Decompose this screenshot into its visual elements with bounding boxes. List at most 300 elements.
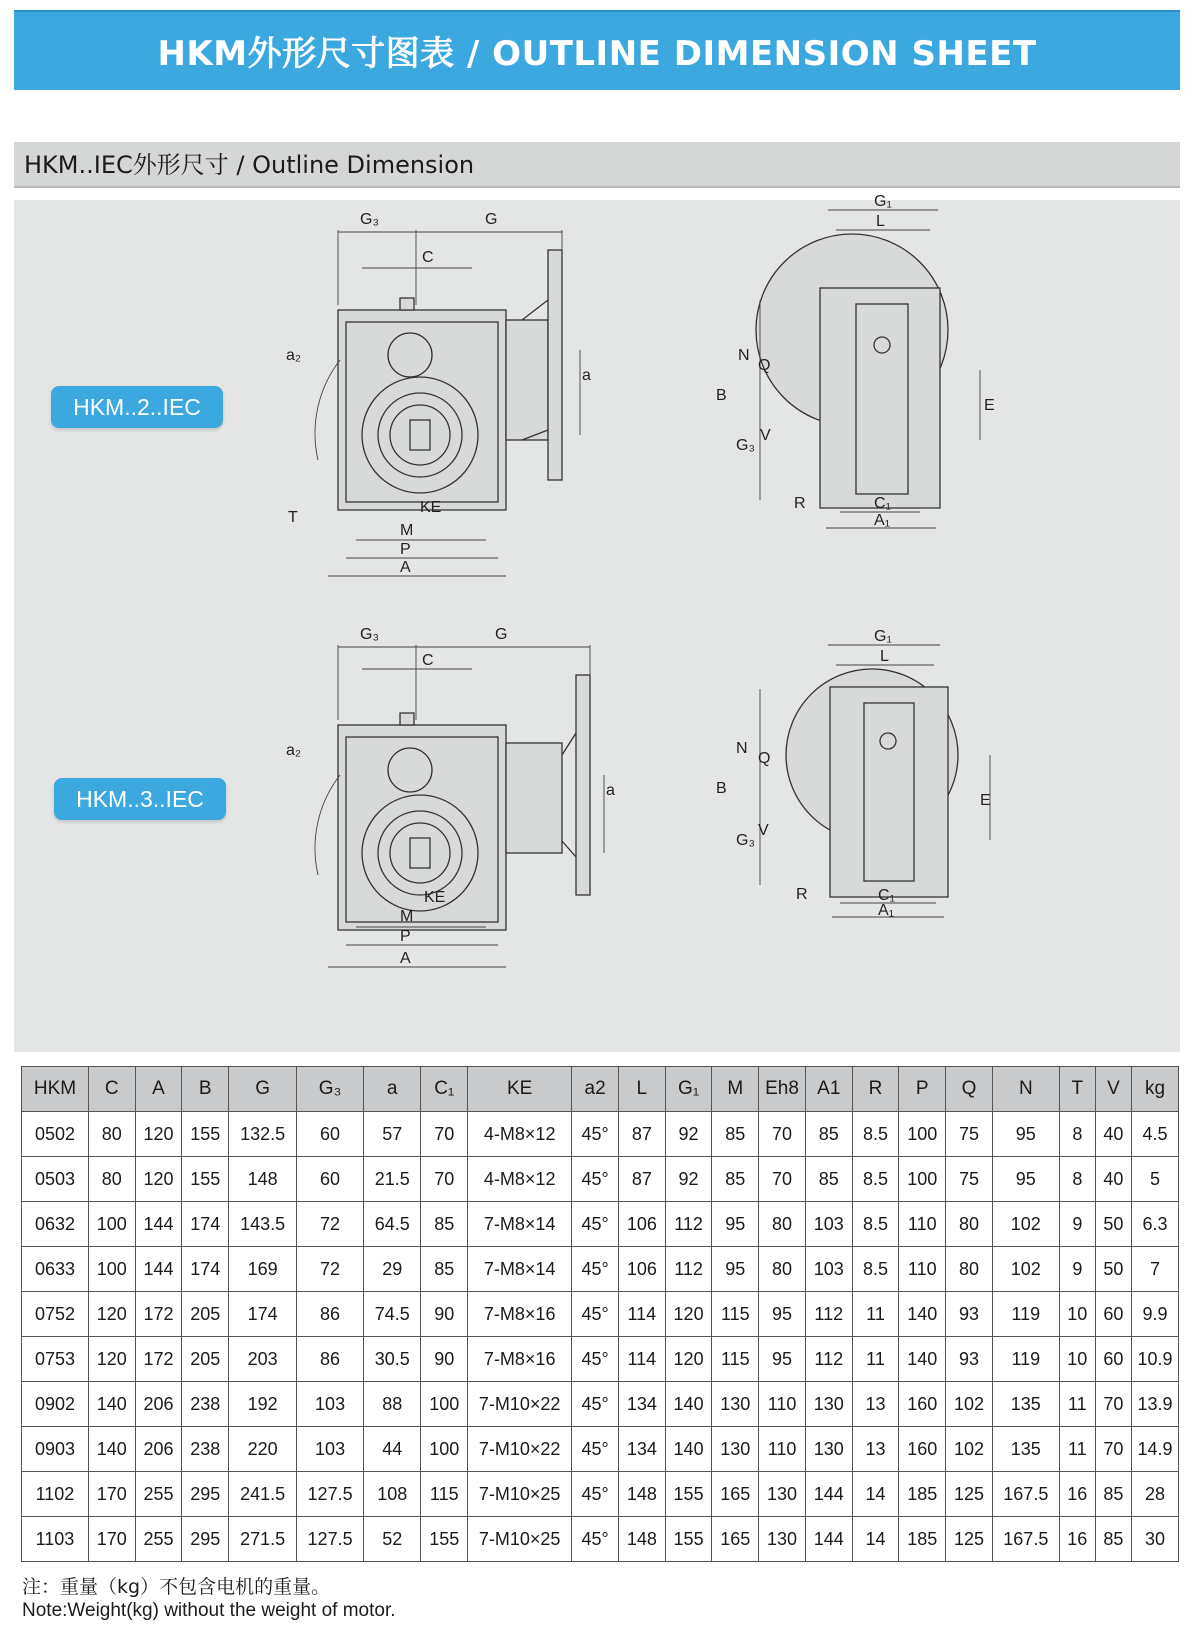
front-view-drawing-2 <box>280 625 640 1025</box>
table-cell: 70 <box>1095 1382 1131 1427</box>
table-cell: 132.5 <box>229 1112 297 1157</box>
table-cell: 119 <box>992 1337 1059 1382</box>
table-cell: 4-M8×12 <box>468 1112 572 1157</box>
table-cell: 155 <box>665 1517 712 1562</box>
table-cell: 29 <box>364 1247 421 1292</box>
dim-label-q: Q <box>758 750 771 767</box>
table-cell: 7-M8×16 <box>468 1337 572 1382</box>
table-cell: 295 <box>182 1517 229 1562</box>
table-cell: 203 <box>229 1337 297 1382</box>
table-cell: 0502 <box>22 1112 89 1157</box>
table-cell: 127.5 <box>297 1517 364 1562</box>
dim-label-g: G <box>495 626 508 643</box>
table-cell: 148 <box>229 1157 297 1202</box>
column-header: N <box>992 1067 1059 1112</box>
column-header: P <box>899 1067 946 1112</box>
table-cell: 45° <box>572 1112 619 1157</box>
table-cell: 185 <box>899 1517 946 1562</box>
side-view-drawing-1 <box>716 193 1040 560</box>
table-cell: 130 <box>759 1472 806 1517</box>
table-cell: 72 <box>297 1247 364 1292</box>
table-cell: 90 <box>421 1292 468 1337</box>
table-cell: 110 <box>899 1202 946 1247</box>
table-cell: 135 <box>992 1427 1059 1472</box>
dim-label-n: N <box>736 740 748 757</box>
table-cell: 60 <box>1095 1292 1131 1337</box>
table-cell: 7-M8×14 <box>468 1202 572 1247</box>
table-cell: 11 <box>1059 1382 1095 1427</box>
table-cell: 13 <box>852 1427 899 1472</box>
output-flange <box>362 795 478 911</box>
table-cell: 167.5 <box>992 1517 1059 1562</box>
column-header: kg <box>1131 1067 1178 1112</box>
dim-label-n: N <box>738 347 750 364</box>
column-header: G <box>229 1067 297 1112</box>
table-cell: 271.5 <box>229 1517 297 1562</box>
table-cell: 140 <box>88 1382 135 1427</box>
table-cell: 14.9 <box>1131 1427 1178 1472</box>
table-cell: 192 <box>229 1382 297 1427</box>
table-cell: 45° <box>572 1337 619 1382</box>
table-cell: 155 <box>665 1472 712 1517</box>
table-cell: 7-M10×25 <box>468 1472 572 1517</box>
table-header-row <box>22 1067 1179 1112</box>
table-cell: 0633 <box>22 1247 89 1292</box>
table-cell: 10.9 <box>1131 1337 1178 1382</box>
table-cell: 1102 <box>22 1472 89 1517</box>
table-cell: 115 <box>712 1337 759 1382</box>
note-english: Note:Weight(kg) without the weight of motor. <box>22 1600 396 1621</box>
table-cell: 174 <box>182 1202 229 1247</box>
column-header: a2 <box>572 1067 619 1112</box>
motor-adapter <box>506 320 548 440</box>
table-cell: 60 <box>297 1112 364 1157</box>
table-cell: 45° <box>572 1292 619 1337</box>
motor-adapter <box>506 743 562 853</box>
dim-label-c: C <box>422 249 434 266</box>
table-cell: 90 <box>421 1337 468 1382</box>
table-cell: 8.5 <box>852 1247 899 1292</box>
dim-label-a2: a₂ <box>286 347 302 364</box>
table-cell: 16 <box>1059 1517 1095 1562</box>
dim-label-a: a <box>606 782 615 799</box>
table-cell: 112 <box>805 1337 852 1382</box>
side-view-drawing-2 <box>716 628 1040 965</box>
table-cell: 103 <box>805 1247 852 1292</box>
table-row <box>22 1427 1179 1472</box>
table-row <box>22 1382 1179 1427</box>
table-cell: 119 <box>992 1292 1059 1337</box>
table-cell: 174 <box>182 1247 229 1292</box>
table-cell: 241.5 <box>229 1472 297 1517</box>
table-cell: 130 <box>805 1427 852 1472</box>
column-header: Eh8 <box>759 1067 806 1112</box>
table-cell: 205 <box>182 1292 229 1337</box>
table-cell: 7-M8×16 <box>468 1292 572 1337</box>
column-header: A <box>135 1067 182 1112</box>
dim-label-q: Q <box>758 357 771 374</box>
table-cell: 8.5 <box>852 1112 899 1157</box>
table-cell: 140 <box>665 1382 712 1427</box>
table-cell: 1103 <box>22 1517 89 1562</box>
table-cell: 127.5 <box>297 1472 364 1517</box>
table-cell: 85 <box>1095 1517 1131 1562</box>
table-cell: 72 <box>297 1202 364 1247</box>
table-row <box>22 1157 1179 1202</box>
front-view-drawing-1 <box>280 210 640 610</box>
table-cell: 85 <box>421 1247 468 1292</box>
table-cell: 114 <box>618 1292 665 1337</box>
table-cell: 120 <box>665 1292 712 1337</box>
table-cell: 165 <box>712 1472 759 1517</box>
table-cell: 80 <box>759 1202 806 1247</box>
table-cell: 93 <box>946 1337 993 1382</box>
table-cell: 130 <box>712 1427 759 1472</box>
page-title: HKM外形尺寸图表 / OUTLINE DIMENSION SHEET <box>157 33 1037 74</box>
section-title: HKM..IEC外形尺寸 / Outline Dimension <box>14 142 1180 188</box>
table-cell: 92 <box>665 1157 712 1202</box>
table-cell: 172 <box>135 1292 182 1337</box>
input-bore <box>388 748 432 792</box>
table-cell: 174 <box>229 1292 297 1337</box>
table-cell: 45° <box>572 1427 619 1472</box>
column-header: T <box>1059 1067 1095 1112</box>
table-cell: 80 <box>88 1112 135 1157</box>
table-cell: 112 <box>805 1292 852 1337</box>
table-cell: 102 <box>992 1247 1059 1292</box>
table-cell: 220 <box>229 1427 297 1472</box>
table-cell: 110 <box>899 1247 946 1292</box>
table-cell: 85 <box>1095 1472 1131 1517</box>
table-cell: 85 <box>712 1112 759 1157</box>
table-cell: 4.5 <box>1131 1112 1178 1157</box>
table-cell: 10 <box>1059 1292 1095 1337</box>
dim-label-ke: KE <box>420 499 442 516</box>
table-cell: 7-M8×14 <box>468 1247 572 1292</box>
dim-label-e: E <box>980 792 991 809</box>
table-cell: 10 <box>1059 1337 1095 1382</box>
table-cell: 9 <box>1059 1202 1095 1247</box>
model-badge-hkm-2-iec: HKM..2..IEC <box>51 386 223 428</box>
side-body <box>820 288 940 508</box>
note-chinese: 注：重量（kg）不包含电机的重量。 <box>22 1576 331 1598</box>
table-cell: 75 <box>946 1157 993 1202</box>
dim-label-g3-side: G₃ <box>736 832 755 849</box>
table-cell: 130 <box>759 1517 806 1562</box>
table-cell: 206 <box>135 1427 182 1472</box>
column-header: a <box>364 1067 421 1112</box>
dim-label-l: L <box>876 213 885 230</box>
column-header: Q <box>946 1067 993 1112</box>
table-cell: 155 <box>421 1517 468 1562</box>
table-cell: 170 <box>88 1517 135 1562</box>
dim-label-a1: A₁ <box>878 902 895 919</box>
motor-flange <box>548 250 562 480</box>
table-cell: 40 <box>1095 1112 1131 1157</box>
table-cell: 80 <box>88 1157 135 1202</box>
table-cell: 110 <box>759 1382 806 1427</box>
dim-label-g1: G₁ <box>874 193 892 210</box>
table-cell: 185 <box>899 1472 946 1517</box>
table-cell: 5 <box>1131 1157 1178 1202</box>
table-cell: 134 <box>618 1427 665 1472</box>
table-cell: 44 <box>364 1427 421 1472</box>
table-cell: 140 <box>88 1427 135 1472</box>
model-badge-hkm-3-iec: HKM..3..IEC <box>54 778 226 820</box>
table-cell: 0903 <box>22 1427 89 1472</box>
table-cell: 95 <box>759 1337 806 1382</box>
table-cell: 135 <box>992 1382 1059 1427</box>
table-cell: 140 <box>899 1292 946 1337</box>
table-cell: 103 <box>297 1427 364 1472</box>
output-flange <box>362 377 478 493</box>
table-cell: 167.5 <box>992 1472 1059 1517</box>
table-cell: 100 <box>421 1427 468 1472</box>
table-cell: 13 <box>852 1382 899 1427</box>
table-cell: 120 <box>88 1292 135 1337</box>
table-cell: 144 <box>805 1517 852 1562</box>
table-cell: 112 <box>665 1202 712 1247</box>
table-cell: 134 <box>618 1382 665 1427</box>
table-cell: 7-M10×22 <box>468 1427 572 1472</box>
dim-label-r: R <box>794 495 806 512</box>
table-cell: 255 <box>135 1472 182 1517</box>
table-cell: 86 <box>297 1292 364 1337</box>
table-cell: 80 <box>759 1247 806 1292</box>
table-cell: 115 <box>421 1472 468 1517</box>
dim-label-c: C <box>422 652 434 669</box>
table-cell: 88 <box>364 1382 421 1427</box>
table-cell: 102 <box>946 1427 993 1472</box>
table-cell: 45° <box>572 1157 619 1202</box>
table-cell: 80 <box>946 1202 993 1247</box>
table-row <box>22 1472 1179 1517</box>
column-header: G₁ <box>665 1067 712 1112</box>
table-cell: 95 <box>759 1292 806 1337</box>
dimension-table <box>21 1066 1179 1562</box>
table-cell: 11 <box>852 1292 899 1337</box>
table-cell: 92 <box>665 1112 712 1157</box>
dim-label-b: B <box>716 780 727 797</box>
dim-label-b: B <box>716 387 727 404</box>
column-header: M <box>712 1067 759 1112</box>
motor-flange <box>576 675 590 895</box>
table-cell: 85 <box>805 1112 852 1157</box>
dim-label-t: T <box>288 509 298 526</box>
table-cell: 14 <box>852 1472 899 1517</box>
dim-label-v: V <box>758 822 769 839</box>
column-header: G₃ <box>297 1067 364 1112</box>
table-cell: 80 <box>946 1247 993 1292</box>
dim-label-r: R <box>796 886 808 903</box>
table-cell: 102 <box>992 1202 1059 1247</box>
table-cell: 60 <box>297 1157 364 1202</box>
table-cell: 45° <box>572 1382 619 1427</box>
table-cell: 169 <box>229 1247 297 1292</box>
table-cell: 106 <box>618 1247 665 1292</box>
table-cell: 45° <box>572 1472 619 1517</box>
table-row <box>22 1247 1179 1292</box>
dim-label-ke: KE <box>424 889 446 906</box>
dim-label-g3: G₃ <box>360 211 379 228</box>
table-cell: 0752 <box>22 1292 89 1337</box>
table-cell: 95 <box>992 1157 1059 1202</box>
dim-label-m: M <box>400 522 414 539</box>
column-header: B <box>182 1067 229 1112</box>
table-cell: 8 <box>1059 1157 1095 1202</box>
dim-label-p: P <box>400 928 411 945</box>
table-cell: 64.5 <box>364 1202 421 1247</box>
dim-label-a-width: A <box>400 559 411 576</box>
table-cell: 255 <box>135 1517 182 1562</box>
dim-label-g: G <box>485 211 498 228</box>
table-cell: 172 <box>135 1337 182 1382</box>
table-cell: 87 <box>618 1157 665 1202</box>
table-cell: 75 <box>946 1112 993 1157</box>
table-cell: 85 <box>805 1157 852 1202</box>
table-cell: 95 <box>712 1202 759 1247</box>
dim-label-a-width: A <box>400 950 411 967</box>
table-cell: 9.9 <box>1131 1292 1178 1337</box>
table-cell: 144 <box>805 1472 852 1517</box>
table-cell: 143.5 <box>229 1202 297 1247</box>
table-cell: 7-M10×22 <box>468 1382 572 1427</box>
table-cell: 165 <box>712 1517 759 1562</box>
table-cell: 100 <box>899 1112 946 1157</box>
table-cell: 115 <box>712 1292 759 1337</box>
table-cell: 100 <box>88 1247 135 1292</box>
table-row <box>22 1112 1179 1157</box>
table-cell: 85 <box>421 1202 468 1247</box>
input-bore <box>388 333 432 377</box>
column-header: KE <box>468 1067 572 1112</box>
column-header: HKM <box>22 1067 89 1112</box>
table-cell: 85 <box>712 1157 759 1202</box>
table-cell: 108 <box>364 1472 421 1517</box>
table-cell: 6.3 <box>1131 1202 1178 1247</box>
table-cell: 21.5 <box>364 1157 421 1202</box>
table-cell: 125 <box>946 1517 993 1562</box>
table-cell: 11 <box>1059 1427 1095 1472</box>
table-cell: 86 <box>297 1337 364 1382</box>
table-cell: 130 <box>805 1382 852 1427</box>
table-cell: 140 <box>899 1337 946 1382</box>
dim-label-c1: C₁ <box>874 495 891 512</box>
column-header: L <box>618 1067 665 1112</box>
table-cell: 100 <box>421 1382 468 1427</box>
side-body <box>830 687 948 897</box>
table-cell: 144 <box>135 1247 182 1292</box>
table-cell: 70 <box>759 1157 806 1202</box>
table-cell: 238 <box>182 1427 229 1472</box>
column-header: C <box>88 1067 135 1112</box>
table-cell: 70 <box>759 1112 806 1157</box>
column-header: C₁ <box>421 1067 468 1112</box>
table-cell: 28 <box>1131 1472 1178 1517</box>
dim-label-a2: a₂ <box>286 742 302 759</box>
dim-label-a1: A₁ <box>874 512 891 529</box>
dim-label-m: M <box>400 908 414 925</box>
table-cell: 100 <box>899 1157 946 1202</box>
table-cell: 14 <box>852 1517 899 1562</box>
column-header: V <box>1095 1067 1131 1112</box>
table-cell: 4-M8×12 <box>468 1157 572 1202</box>
table-cell: 60 <box>1095 1337 1131 1382</box>
table-cell: 11 <box>852 1337 899 1382</box>
column-header: R <box>852 1067 899 1112</box>
table-cell: 87 <box>618 1112 665 1157</box>
table-cell: 95 <box>712 1247 759 1292</box>
table-cell: 7-M10×25 <box>468 1517 572 1562</box>
table-cell: 45° <box>572 1202 619 1247</box>
table-cell: 160 <box>899 1382 946 1427</box>
table-cell: 148 <box>618 1517 665 1562</box>
table-cell: 125 <box>946 1472 993 1517</box>
table-cell: 155 <box>182 1112 229 1157</box>
table-cell: 112 <box>665 1247 712 1292</box>
table-cell: 102 <box>946 1382 993 1427</box>
table-cell: 70 <box>1095 1427 1131 1472</box>
table-cell: 160 <box>899 1427 946 1472</box>
table-cell: 50 <box>1095 1247 1131 1292</box>
dim-label-g1: G₁ <box>874 628 892 645</box>
table-cell: 295 <box>182 1472 229 1517</box>
table-cell: 120 <box>88 1337 135 1382</box>
table-cell: 95 <box>992 1112 1059 1157</box>
table-cell: 16 <box>1059 1472 1095 1517</box>
table-cell: 7 <box>1131 1247 1178 1292</box>
table-cell: 114 <box>618 1337 665 1382</box>
table-cell: 9 <box>1059 1247 1095 1292</box>
table-cell: 155 <box>182 1157 229 1202</box>
table-cell: 238 <box>182 1382 229 1427</box>
dim-label-v: V <box>760 427 771 444</box>
table-cell: 8.5 <box>852 1157 899 1202</box>
table-cell: 205 <box>182 1337 229 1382</box>
table-cell: 106 <box>618 1202 665 1247</box>
table-cell: 50 <box>1095 1202 1131 1247</box>
table-cell: 0632 <box>22 1202 89 1247</box>
table-cell: 103 <box>805 1202 852 1247</box>
table-cell: 206 <box>135 1382 182 1427</box>
table-cell: 93 <box>946 1292 993 1337</box>
table-cell: 0753 <box>22 1337 89 1382</box>
page-title-banner <box>14 10 1180 90</box>
table-cell: 0503 <box>22 1157 89 1202</box>
table-cell: 45° <box>572 1517 619 1562</box>
table-cell: 30 <box>1131 1517 1178 1562</box>
dim-label-e: E <box>984 397 995 414</box>
table-cell: 70 <box>421 1157 468 1202</box>
dim-label-g3-side: G₃ <box>736 437 755 454</box>
table-cell: 8.5 <box>852 1202 899 1247</box>
table-cell: 13.9 <box>1131 1382 1178 1427</box>
table-row <box>22 1517 1179 1562</box>
dim-label-a: a <box>582 367 591 384</box>
table-cell: 144 <box>135 1202 182 1247</box>
table-cell: 120 <box>665 1337 712 1382</box>
table-cell: 130 <box>712 1382 759 1427</box>
table-cell: 120 <box>135 1112 182 1157</box>
table-cell: 30.5 <box>364 1337 421 1382</box>
table-row <box>22 1202 1179 1247</box>
table-cell: 148 <box>618 1472 665 1517</box>
dim-label-l: L <box>880 648 889 665</box>
table-cell: 70 <box>421 1112 468 1157</box>
dim-label-p: P <box>400 541 411 558</box>
table-cell: 140 <box>665 1427 712 1472</box>
table-row <box>22 1292 1179 1337</box>
